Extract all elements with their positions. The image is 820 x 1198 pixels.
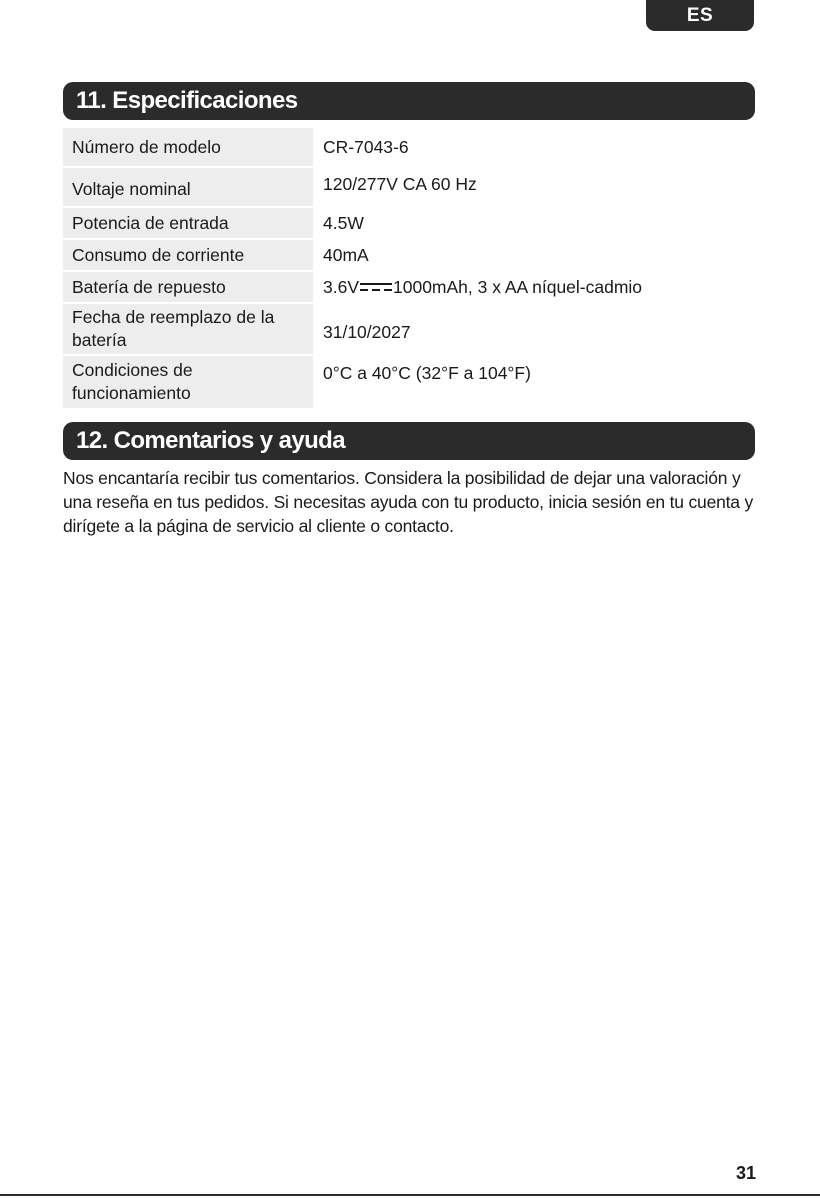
battery-capacity: 1000mAh, 3 x AA níquel-cadmio bbox=[393, 276, 643, 297]
table-row bbox=[63, 272, 755, 304]
table-row bbox=[63, 208, 755, 240]
spec-label: Voltaje nominal bbox=[63, 168, 313, 208]
spec-label: Consumo de corriente bbox=[63, 240, 313, 272]
spec-value: 4.5W bbox=[313, 208, 755, 240]
specs-section-title: 11. Especificaciones bbox=[63, 82, 755, 120]
table-row bbox=[63, 304, 755, 356]
spec-value: 40mA bbox=[313, 240, 755, 272]
language-tab: ES bbox=[646, 0, 754, 31]
specs-table bbox=[63, 128, 755, 410]
spec-label: Batería de repuesto bbox=[63, 272, 313, 304]
spec-value: 31/10/2027 bbox=[313, 304, 755, 356]
footer-divider bbox=[0, 1194, 820, 1196]
dc-symbol-icon bbox=[360, 282, 392, 292]
battery-voltage: 3.6V bbox=[323, 276, 359, 297]
spec-label: Fecha de reemplazo de la batería bbox=[63, 304, 313, 356]
page-number: 31 bbox=[735, 1163, 756, 1183]
spec-label: Número de modelo bbox=[63, 128, 313, 168]
spec-label: Condiciones de funcionamiento bbox=[63, 356, 313, 410]
spec-value bbox=[313, 272, 755, 304]
spec-value: CR-7043-6 bbox=[313, 128, 755, 168]
table-row bbox=[63, 168, 755, 208]
table-row bbox=[63, 356, 755, 410]
spec-value: 120/277V CA 60 Hz bbox=[313, 168, 755, 208]
spec-label: Potencia de entrada bbox=[63, 208, 313, 240]
table-row bbox=[63, 128, 755, 168]
spec-value: 0°C a 40°C (32°F a 104°F) bbox=[313, 356, 755, 410]
feedback-section-title: 12. Comentarios y ayuda bbox=[63, 422, 755, 460]
table-row bbox=[63, 240, 755, 272]
feedback-paragraph: Nos encantaría recibir tus comentarios. Considera la posibilidad de dejar una valoración y una reseña en tus pedidos. Si necesitas ayuda con tu producto, inicia sesión en tu cuenta y dirígete a la página de servicio al cliente o contacto. bbox=[63, 468, 754, 536]
